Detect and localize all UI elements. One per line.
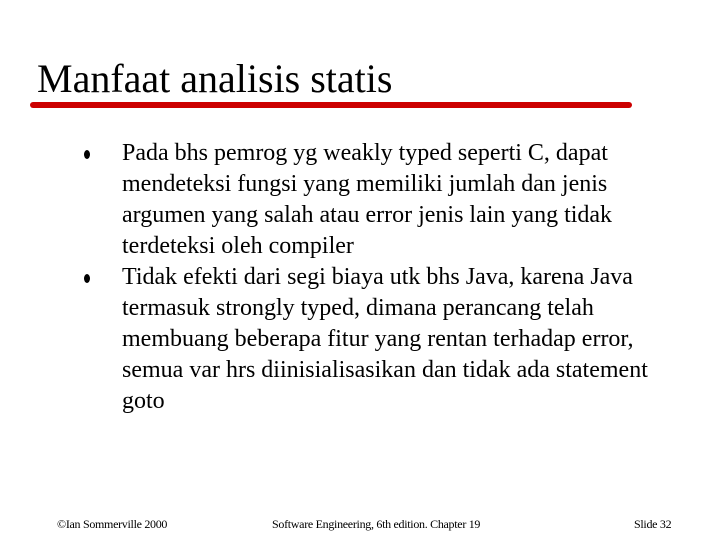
- bullet-text: Pada bhs pemrog yg weakly typed seperti C, dapat mendeteksi fungsi yang memiliki jumlah dan jenis argumen yang salah atau error jenis lain yang tidak terdeteksi oleh compiler: [122, 140, 613, 259]
- bullet-item: [84, 262, 684, 417]
- bullet-text: Tidak efekti dari segi biaya utk bhs Java, karena Java termasuk strongly typed, dimana perancang telah membuang beberapa fitur yang rentan terhadap error, semua var hrs diinisialisasikan dan tidak ada statement goto: [122, 264, 648, 414]
- bullet-item: [84, 138, 684, 262]
- footer-copyright: ©Ian Sommerville 2000: [57, 517, 168, 531]
- bullet-list: [84, 138, 684, 417]
- footer-book-title: Software Engineering, 6th edition. Chapter 19: [272, 517, 481, 531]
- slide-title: Manfaat analisis statis: [37, 56, 393, 101]
- title-underline: [30, 102, 632, 108]
- footer-slide-number: Slide 32: [634, 517, 672, 531]
- bullet-dot-icon: [84, 150, 90, 159]
- bullet-dot-icon: [84, 274, 90, 283]
